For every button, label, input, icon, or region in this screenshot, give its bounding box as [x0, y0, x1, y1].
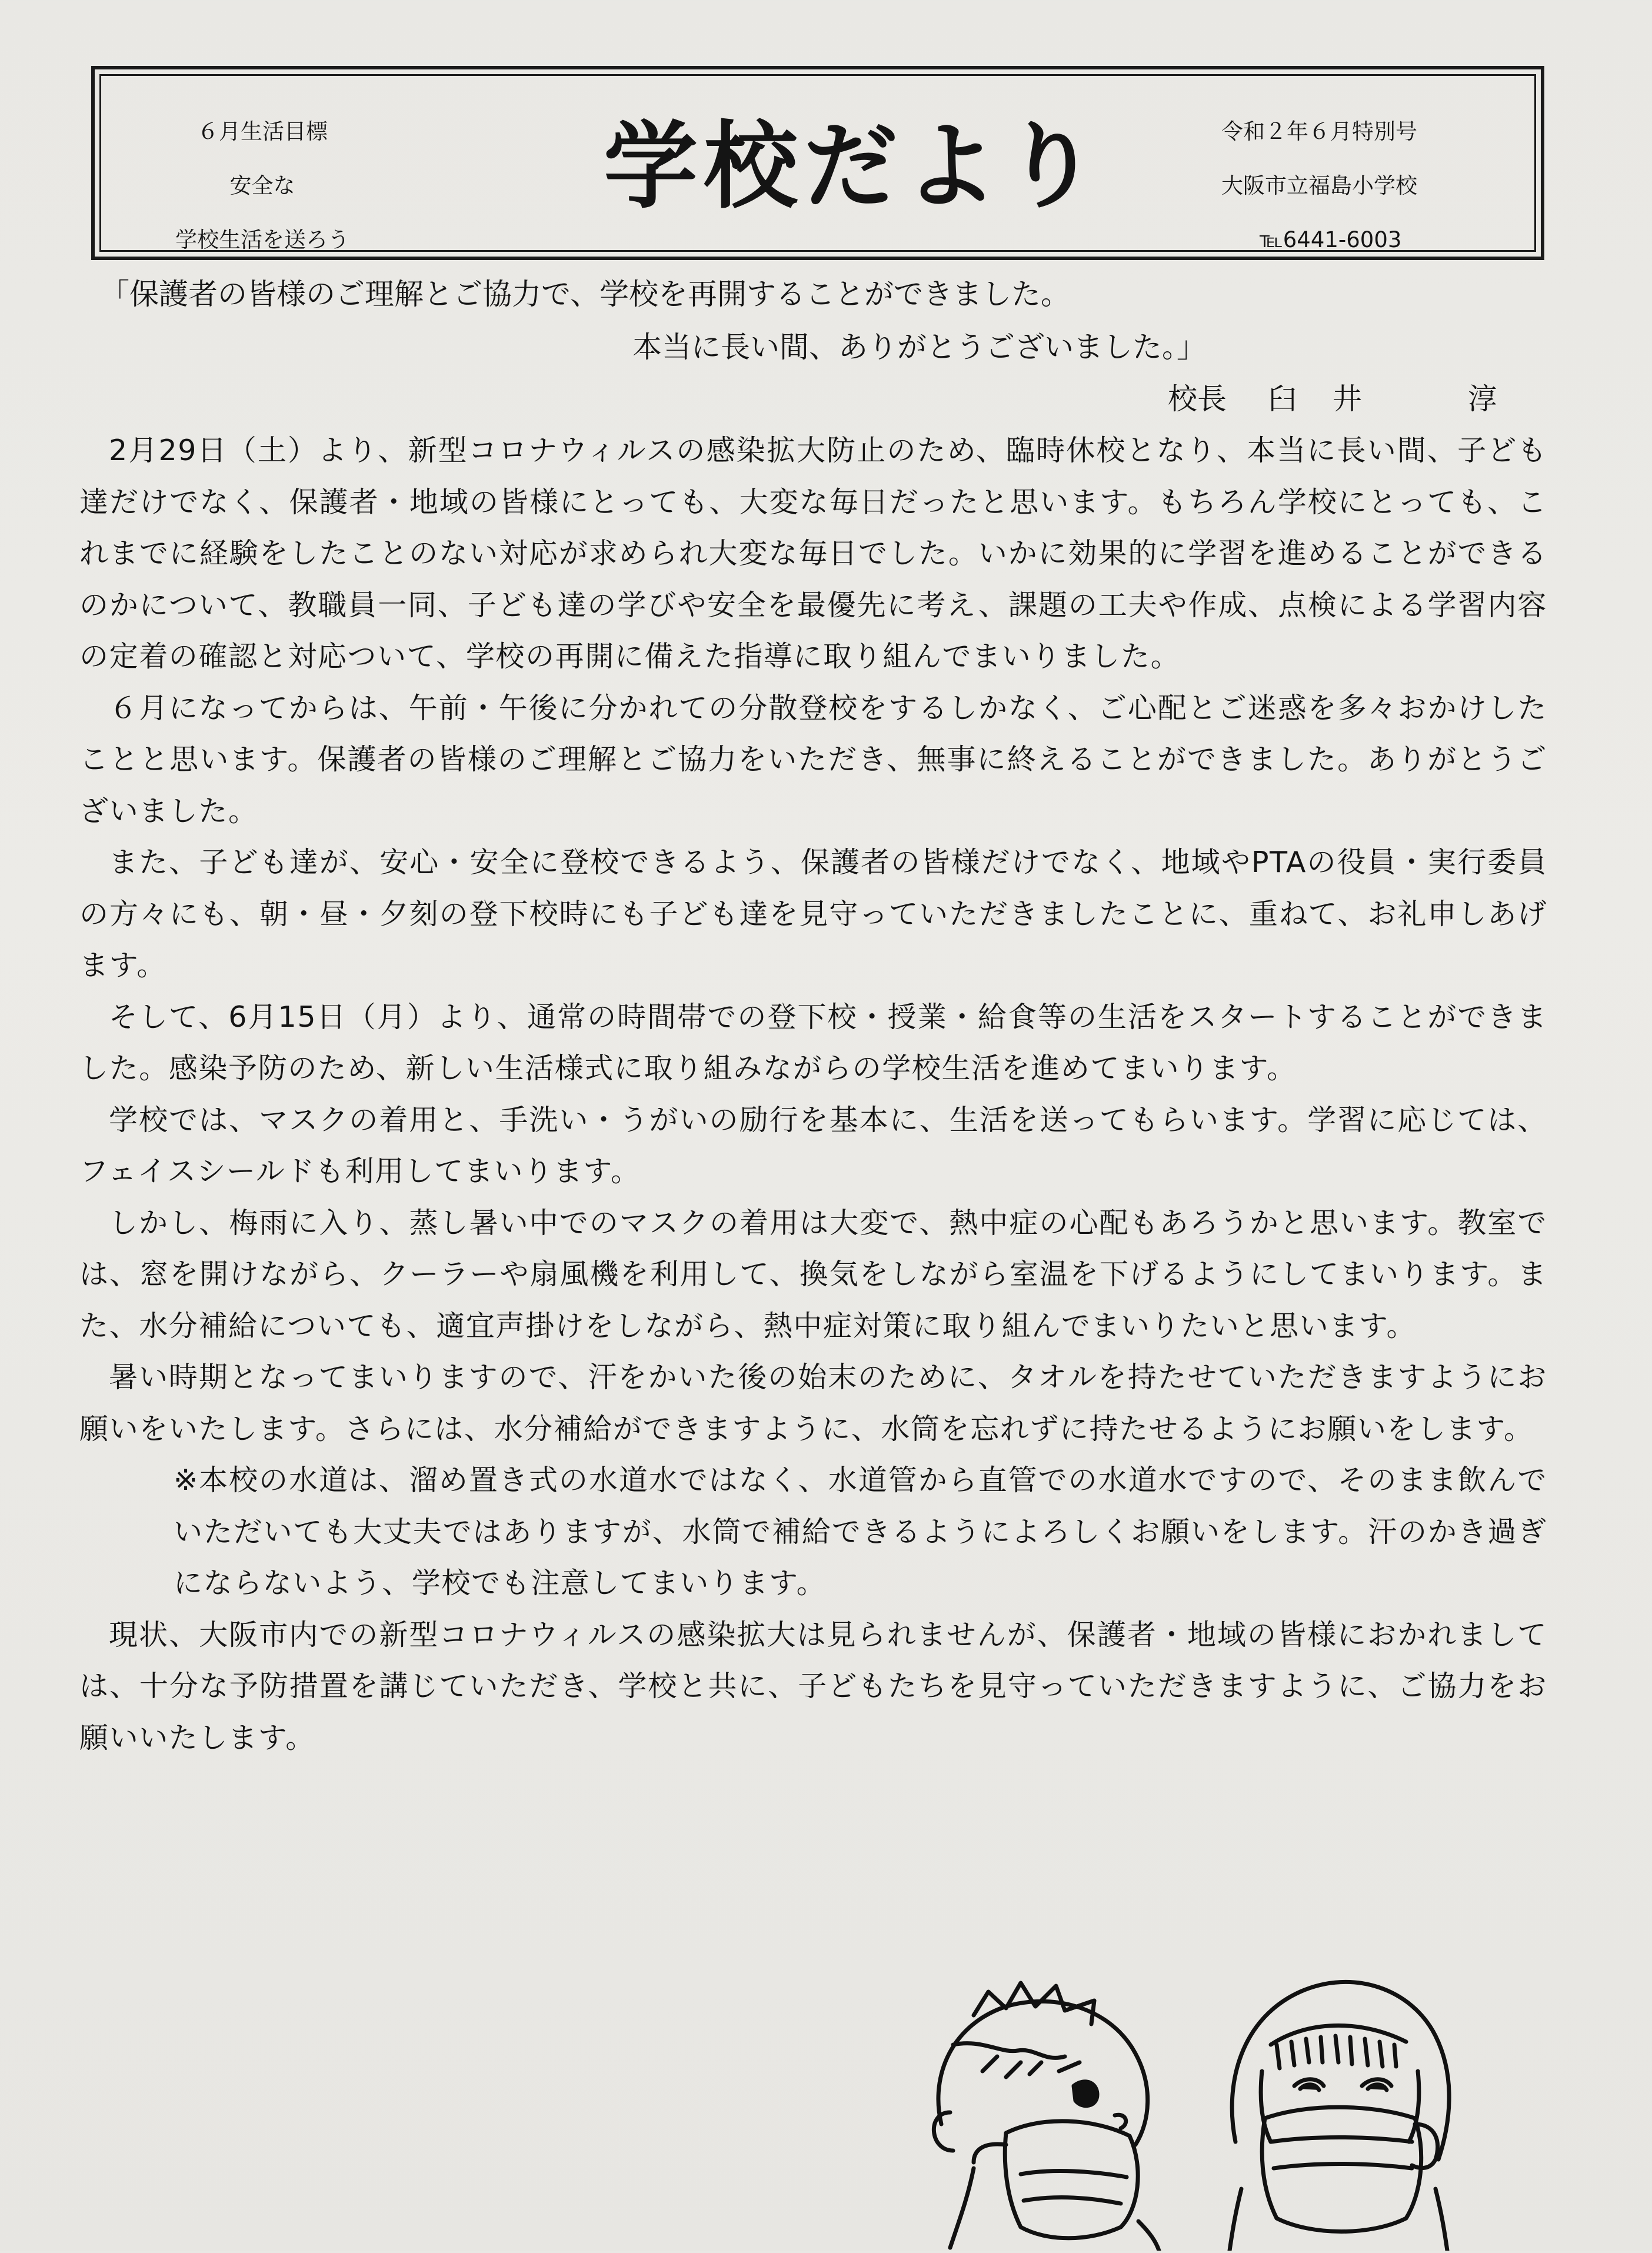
boy-with-mask-drawing — [918, 1974, 1171, 2251]
principal-signature — [1168, 378, 1497, 420]
signer-surname: 臼井 — [1268, 382, 1397, 416]
school-name: 大阪市立福島小学校 — [1221, 173, 1417, 198]
paragraph-heatstroke: しかし、梅雨に入り、蒸し暑い中でのマスクの着用は大変で、熱中症の心配もあろうかと思います。教室では、窓を開けながら、クーラーや扇風機を利用して、換気をしながら室温を下げるようにしてまいります。また、水分補給についても、適宜声掛けをしながら、熱中症対策に取り組んでまいりたいと思います。 — [79, 1206, 1547, 1343]
quote-line-2: 本当に長い間、ありがとうございました。」 — [632, 330, 1206, 364]
masthead-title: 学校だより — [603, 111, 1104, 221]
water-supply-note: ※本校の水道は、溜め置き式の水道水ではなく、水道管から直管での水道水ですので、そのまま飲んでいただいても大丈夫ではありますが、水筒で補給できるようによろしくお願いをします。汗のかき過ぎにならないよう、学校でも注意してまいります。 — [174, 1463, 1547, 1600]
body-text — [79, 425, 1547, 1763]
paragraph-reopening: そして、6月15日（月）より、通常の時間帯での登下校・授業・給食等の生活をスタートすることができました。感染予防のため、新しい生活様式に取り組みながらの学校生活を進めてまいります。 — [79, 1000, 1547, 1085]
goal-title: ６月生活目標 — [197, 119, 328, 144]
monthly-goal — [130, 105, 395, 267]
paragraph-masks: 学校では、マスクの着用と、手洗い・うがいの励行を基本に、生活を送ってもらいます。学習に応じては、フェイスシールドも利用してまいります。 — [79, 1103, 1547, 1188]
paragraph-towels-bottles: 暑い時期となってまいりますので、汗をかいた後の始末のために、タオルを持たせていただきますようにお願いをいたします。さらには、水分補給ができますように、水筒を忘れずに持たせるようにお願いをします。 — [79, 1360, 1547, 1446]
goal-line-1: 安全な — [229, 173, 295, 198]
issue-info — [1221, 105, 1539, 267]
signer-given-name: 淳 — [1468, 382, 1497, 416]
paragraph-closure: 2月29日（土）より、新型コロナウィルスの感染拡大防止のため、臨時休校となり、本当に長い間、子ども達だけでなく、保護者・地域の皆様にとっても、大変な毎日だったと思います。もちろん学校にとっても、これまでに経験をしたことのない対応が求められ大変な毎日でした。いかに効果的に学習を進めることができるのかについて、教職員一同、子ども達の学びや安全を最優先に考え、課題の工夫や作成、点検による学習内容の定着の確認と対応ついて、学校の再開に備えた指導に取り組んでまいりました。 — [79, 434, 1547, 673]
signer-role: 校長 — [1168, 382, 1227, 416]
paragraph-split-attendance: ６月になってからは、午前・午後に分かれての分散登校をするしかなく、ご心配とご迷惑を多々おかけしたことと思います。保護者の皆様のご理解とご協力をいただき、無事に終えることができました。ありがとうございました。 — [79, 691, 1547, 828]
header-box — [91, 66, 1544, 260]
quote-line-1: 「保護者の皆様のご理解とご協力で、学校を再開することができました。 — [100, 277, 1070, 311]
goal-line-2: 学校生活を送ろう — [175, 227, 349, 252]
issue-label: 令和２年６月特別号 — [1221, 119, 1417, 144]
paragraph-thanks-community: また、子ども達が、安心・安全に登校できるよう、保護者の皆様だけでなく、地域やPTAの役員・実行委員の方々にも、朝・昼・夕刻の登下校時にも子ども達を見守っていただきましたことに、重ねて、お礼申しあげます。 — [79, 846, 1547, 982]
telephone: ℡6441-6003 — [1260, 227, 1402, 252]
girl-with-mask-drawing — [1218, 1965, 1459, 2251]
paragraph-closing: 現状、大阪市内での新型コロナウィルスの感染拡大は見られませんが、保護者・地域の皆様におかれましては、十分な予防措置を講じていただき、学校と共に、子どもたちを見守っていただきますように、ご協力をお願いいたします。 — [79, 1618, 1547, 1755]
